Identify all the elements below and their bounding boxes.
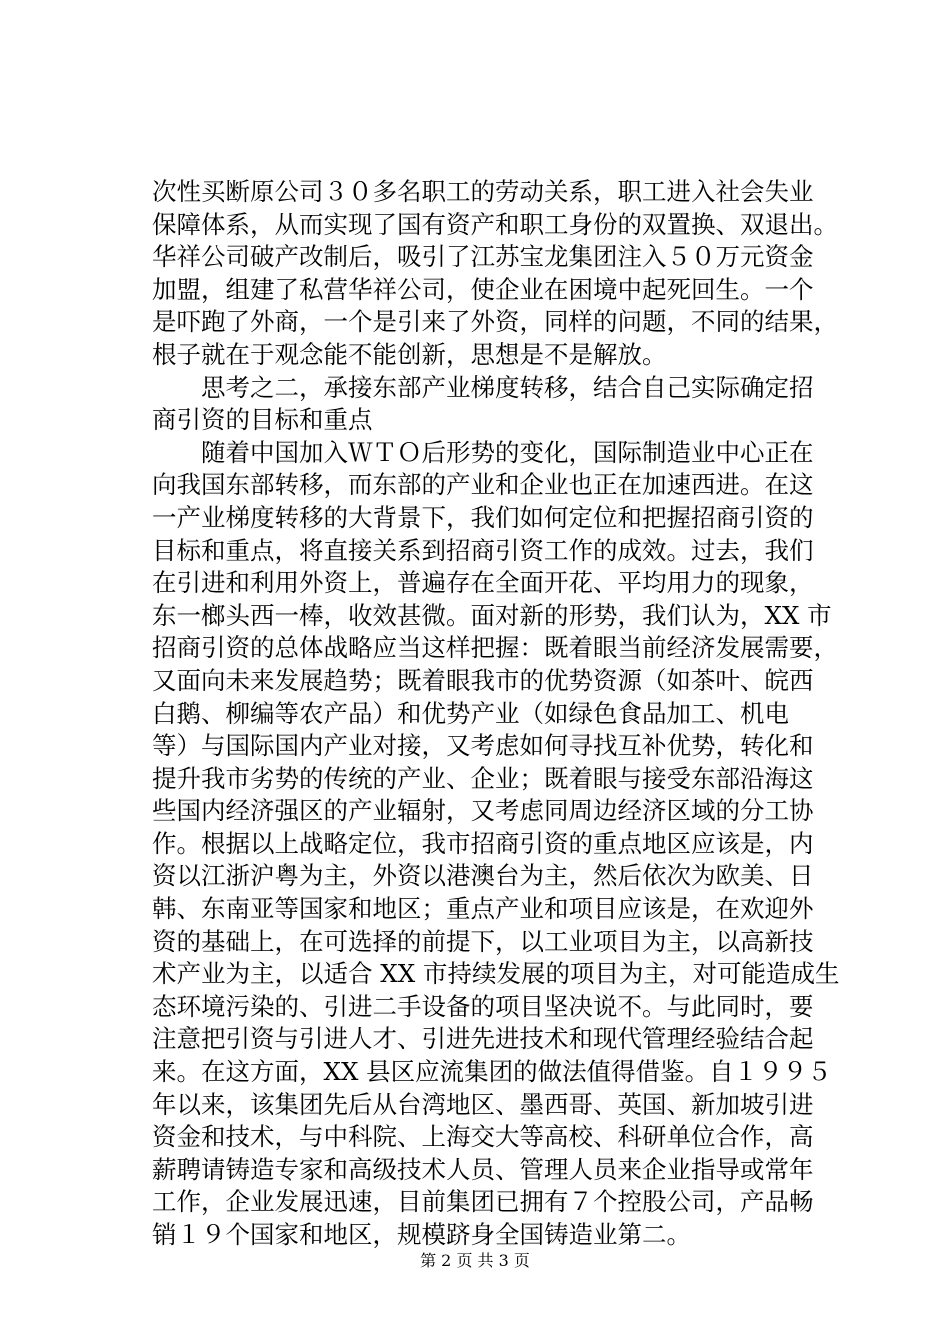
text-line: 根子就在于观念能不能创新，思想是不是解放。 [152,339,667,369]
text-line: 是吓跑了外商，一个是引来了外资，同样的问题，不同的结果， [152,307,838,337]
text-line: 术产业为主，以适合 XX 市持续发展的项目为主，对可能造成生 [152,959,840,989]
text-line: 白鹅、柳编等农产品）和优势产业（如绿色食品加工、机电 [152,698,789,728]
text-line: 次性买断原公司３０多名职工的劳动关系，职工进入社会失业 [152,177,814,206]
document-body [152,176,840,1252]
text-line: 目标和重点，将直接关系到招商引资工作的成效。过去，我们 [152,535,814,565]
text-line: 商引资的目标和重点 [152,405,373,435]
text-line: 资金和技术，与中科院、上海交大等高校、科研单位合作，高 [152,1122,814,1152]
page-footer: 第 2 页 共 3 页 [420,1251,530,1270]
text-line: 销１９个国家和地区，规模跻身全国铸造业第二。 [152,1220,691,1249]
text-line: 薪聘请铸造专家和高级技术人员、管理人员来企业指导或常年 [152,1154,814,1184]
text-line: 加盟，组建了私营华祥公司，使企业在困境中起死回生。一个 [152,274,814,304]
text-line: 保障体系，从而实现了国有资产和职工身份的双置换、双退出。 [152,209,838,239]
text-line: 思考之二，承接东部产业梯度转移，结合自己实际确定招 [152,372,814,402]
text-line: 韩、东南亚等国家和地区；重点产业和项目应该是，在欢迎外 [152,894,814,924]
text-line: 年以来，该集团先后从台湾地区、墨西哥、英国、新加坡引进 [152,1089,814,1119]
text-line: 作。根据以上战略定位，我市招商引资的重点地区应该是，内 [152,828,814,858]
text-line: 来。在这方面，XX 县区应流集团的做法值得借鉴。自１９９５ [152,1057,832,1087]
text-line: 些国内经济强区的产业辐射，又考虑同周边经济区域的分工协 [152,796,814,826]
text-line: 向我国东部转移，而东部的产业和企业也正在加速西进。在这 [152,470,814,500]
text-line: 等）与国际国内产业对接，又考虑如何寻找互补优势，转化和 [152,731,814,761]
text-line: 资以江浙沪粤为主，外资以港澳台为主，然后依次为欧美、日 [152,861,814,891]
text-line: 提升我市劣势的传统的产业、企业；既着眼与接受东部沿海这 [152,763,814,793]
text-line: 招商引资的总体战略应当这样把握：既着眼当前经济发展需要， [152,633,838,663]
text-line: 态环境污染的、引进二手设备的项目坚决说不。与此同时，要 [152,991,814,1021]
text-line: 华祥公司破产改制后，吸引了江苏宝龙集团注入５０万元资金 [152,242,814,272]
text-line: 东一榔头西一棒，收效甚微。面对新的形势，我们认为，XX 市 [152,600,832,630]
text-line: 资的基础上，在可选择的前提下，以工业项目为主，以高新技 [152,926,814,956]
text-line: 一产业梯度转移的大背景下，我们如何定位和把握招商引资的 [152,502,814,532]
text-line: 随着中国加入ＷＴＯ后形势的变化，国际制造业中心正在 [152,437,814,467]
text-line: 又面向未来发展趋势；既着眼我市的优势资源（如茶叶、皖西 [152,665,814,695]
text-line: 工作，企业发展迅速，目前集团已拥有７个控股公司，产品畅 [152,1187,814,1217]
text-line: 在引进和利用外资上，普遍存在全面开花、平均用力的现象， [152,568,814,598]
text-line: 注意把引资与引进人才、引进先进技术和现代管理经验结合起 [152,1024,814,1054]
